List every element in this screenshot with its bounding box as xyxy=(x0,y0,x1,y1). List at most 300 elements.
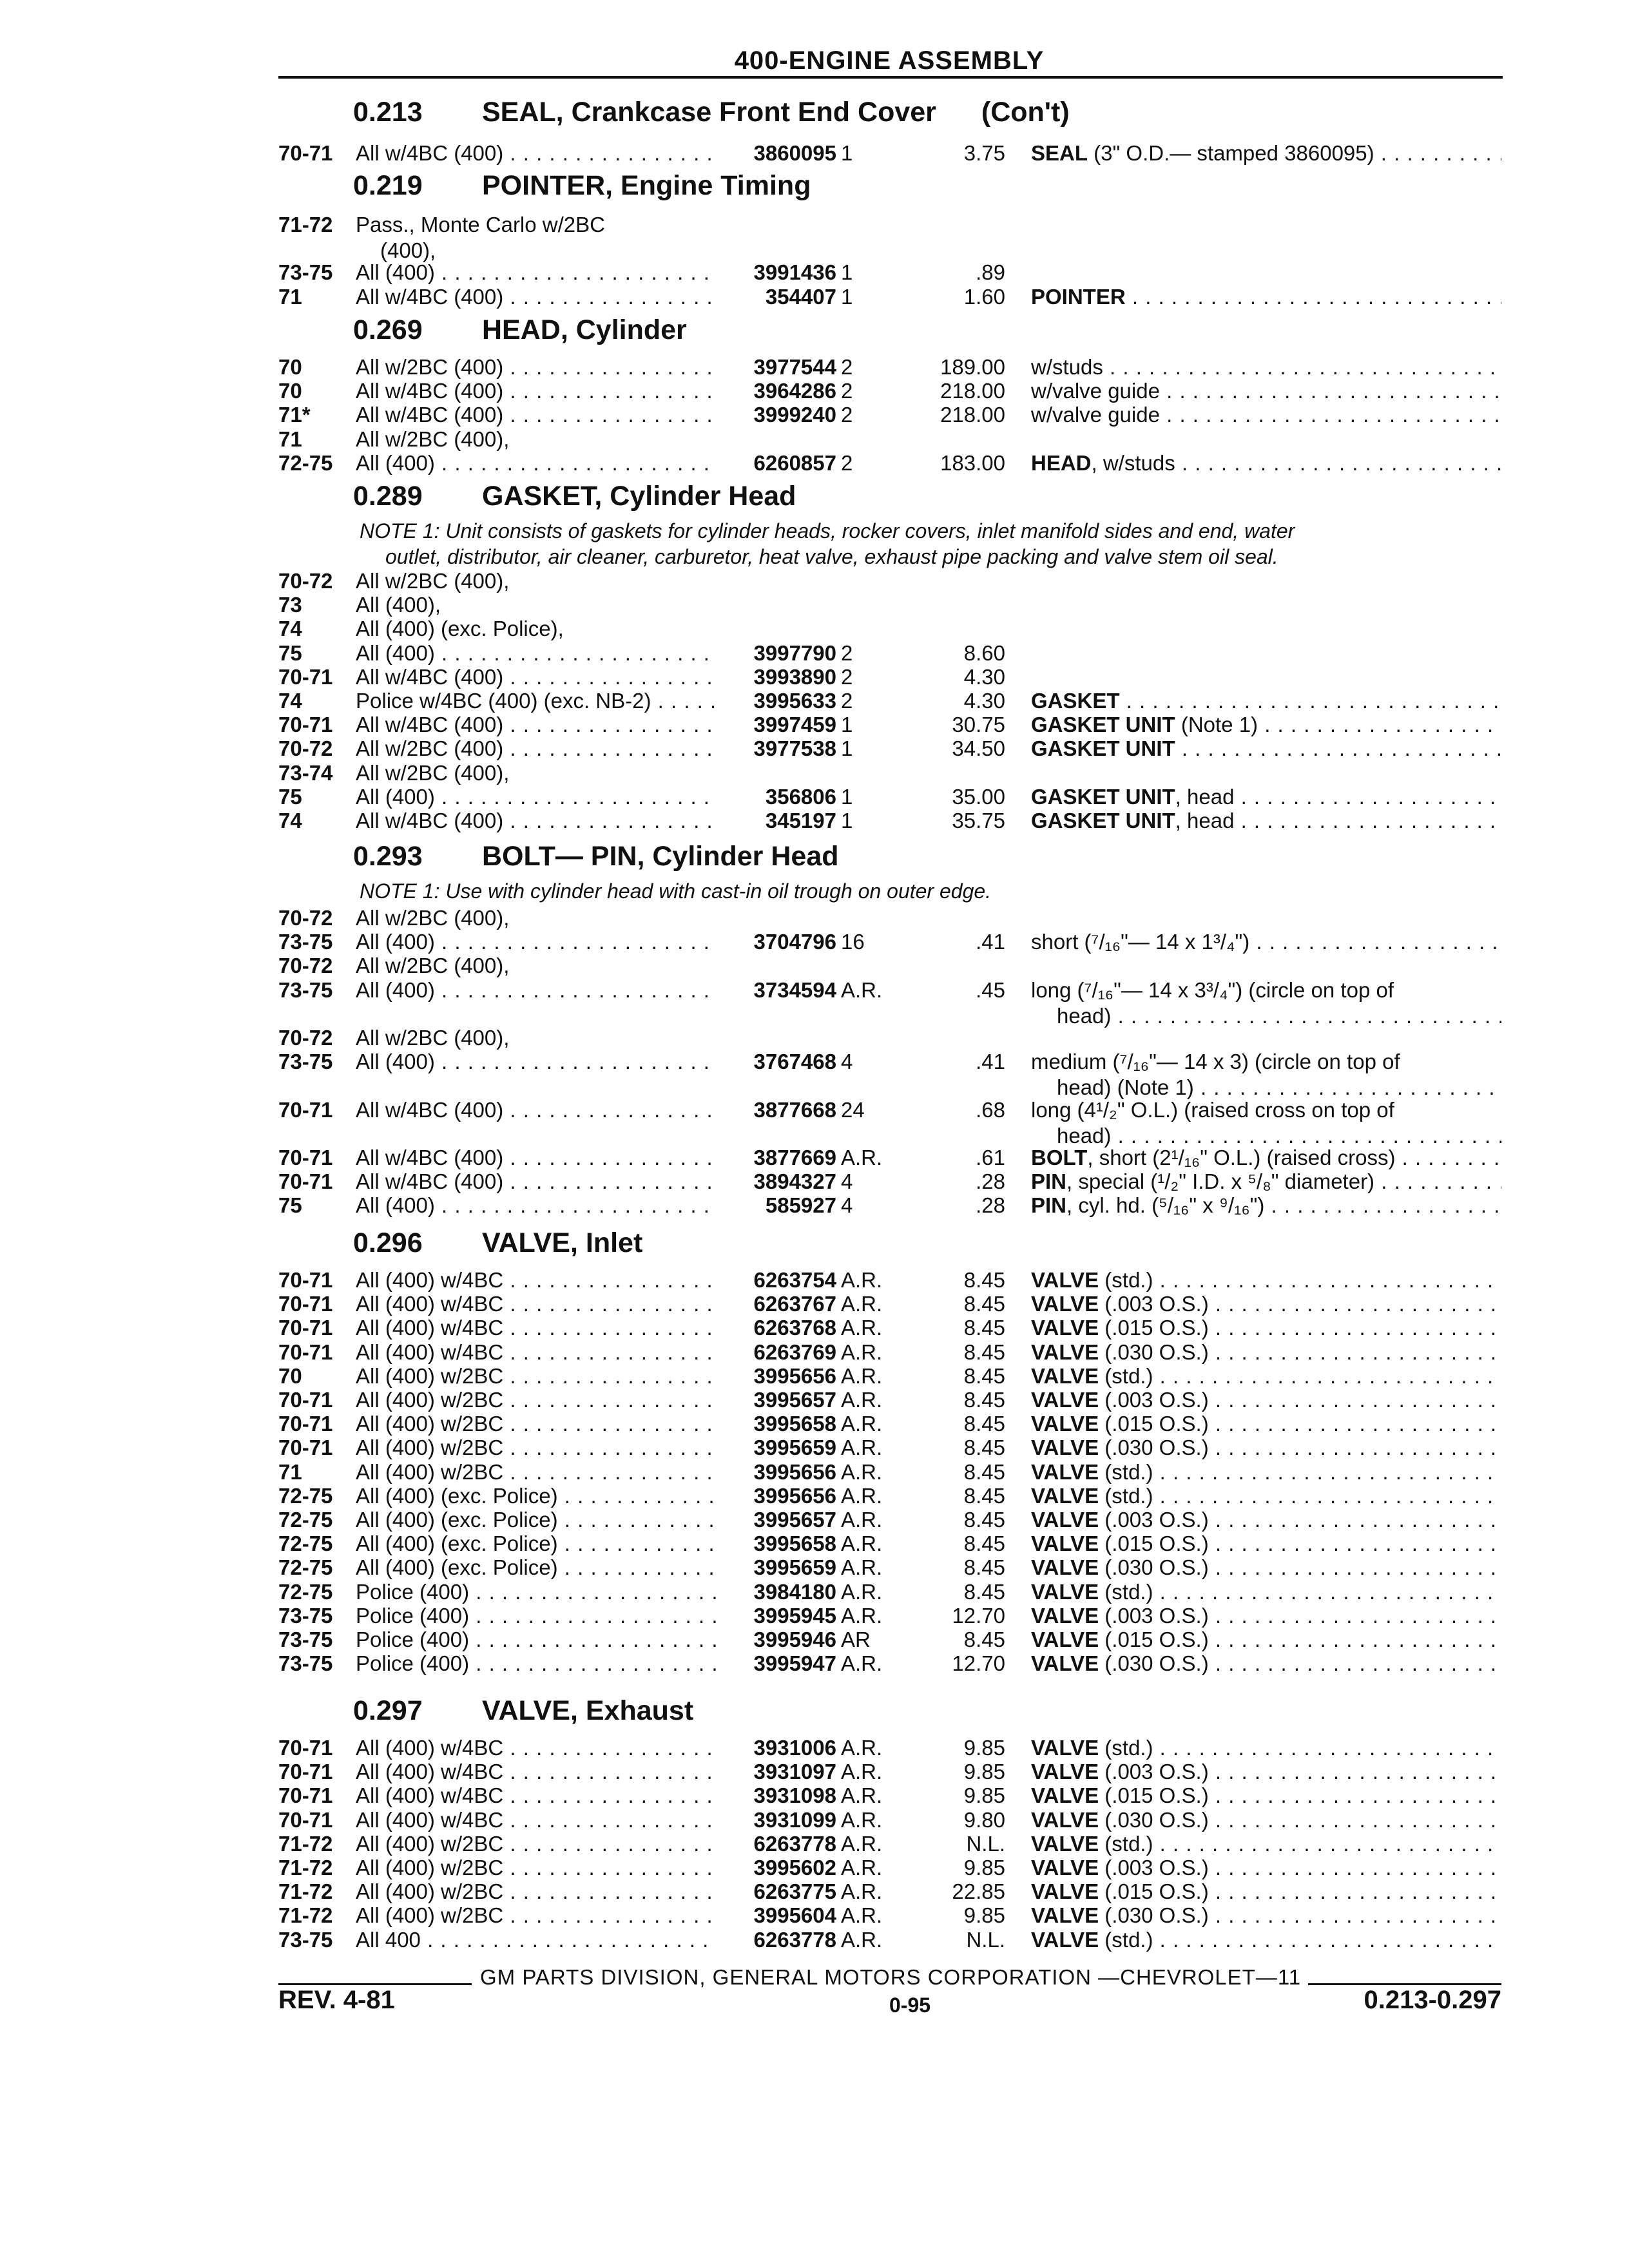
row-application: All (400) w/2BC . . . xyxy=(356,1387,717,1413)
section-heading xyxy=(353,1695,693,1727)
part-name xyxy=(1031,1459,1501,1485)
part-number: 6263768 xyxy=(753,1316,836,1340)
row-years: 74 xyxy=(278,689,302,713)
part-quantity: 2 xyxy=(841,664,853,689)
part-quantity: 2 xyxy=(841,379,853,403)
row-years: 73-75 xyxy=(278,1603,333,1628)
row-years: 70-71 xyxy=(278,1292,333,1316)
part-name-detail: (.030 O.S.) xyxy=(1099,1555,1209,1580)
row-application: All (400) . . . xyxy=(356,1049,717,1075)
note-line: outlet, distributor, air cleaner, carburetor, heat valve, exhaust pipe packing and valve stem oil seal. xyxy=(385,545,1278,568)
part-name-bold: GASKET UNIT xyxy=(1031,736,1175,761)
part-number: 3877668 xyxy=(753,1097,836,1122)
part-name xyxy=(1031,140,1501,166)
page-number: 0-95 xyxy=(889,1994,931,2017)
row-application: All (400) . . . xyxy=(356,977,717,1003)
part-number: 3860095 xyxy=(753,141,836,165)
part-number: 3995656 xyxy=(753,1363,836,1388)
row-application: All (400) w/2BC . . . xyxy=(356,1363,717,1389)
part-price: N.L. xyxy=(966,1927,1005,1952)
part-name-detail: (.030 O.S.) xyxy=(1099,1340,1209,1364)
row-years: 70-71 xyxy=(278,1097,333,1122)
section-title: POINTER, Engine Timing xyxy=(482,170,811,201)
part-quantity: 2 xyxy=(841,355,853,379)
row-application: All (400) w/4BC . . . xyxy=(356,1340,717,1365)
row-years: 75 xyxy=(278,1193,302,1218)
row-application: All (400) . . . xyxy=(356,1193,717,1218)
part-quantity: 4 xyxy=(841,1169,853,1194)
row-years: 70-71 xyxy=(278,1268,333,1292)
part-name xyxy=(1031,712,1501,738)
row-application: All (400) w/2BC . . . xyxy=(356,1903,717,1928)
part-name xyxy=(1031,1531,1501,1557)
part-name-bold: HEAD xyxy=(1031,450,1092,475)
row-application: All (400) (exc. Police) . . . xyxy=(356,1531,717,1557)
section-heading xyxy=(353,170,811,202)
row-years: 75 xyxy=(278,640,302,665)
page-title: 400-ENGINE ASSEMBLY xyxy=(734,46,1045,75)
part-name xyxy=(1031,688,1501,714)
part-price: 189.00 xyxy=(940,355,1005,379)
row-application: All (400) w/4BC . . . xyxy=(356,1267,717,1293)
row-application: Police (400) . . . xyxy=(356,1627,717,1653)
part-price: 9.85 xyxy=(963,1783,1005,1808)
part-name-detail: (std.) xyxy=(1099,1736,1153,1760)
part-number: 3977544 xyxy=(753,355,836,379)
part-number: 6263775 xyxy=(753,1879,836,1904)
part-quantity: 1 xyxy=(841,736,853,761)
part-name-detail: (.030 O.S.) xyxy=(1099,1651,1209,1676)
part-number: 6263769 xyxy=(753,1340,836,1364)
row-application: All w/2BC (400), xyxy=(356,569,510,593)
part-number: 3995947 xyxy=(753,1651,836,1676)
part-price: 22.85 xyxy=(952,1879,1005,1904)
section-number: 0.297 xyxy=(353,1695,423,1726)
part-quantity: A.R. xyxy=(841,1483,883,1508)
part-name xyxy=(1031,808,1501,834)
note-line: NOTE 1: Unit consists of gaskets for cylinder heads, rocker covers, inlet manifold sides and end, water xyxy=(360,519,1295,543)
part-quantity: A.R. xyxy=(841,1651,883,1676)
part-number: 3704796 xyxy=(753,930,836,954)
row-years: 73-75 xyxy=(278,1651,333,1676)
part-price: .41 xyxy=(976,1050,1005,1074)
part-price: 34.50 xyxy=(952,736,1005,761)
part-name xyxy=(1031,1145,1501,1171)
part-name-detail: , cyl. hd. (⁵/₁₆" x ⁹/₁₆") xyxy=(1066,1193,1265,1218)
part-price: 9.85 xyxy=(963,1736,1005,1760)
row-years: 70-71 xyxy=(278,1169,333,1194)
row-application: All w/4BC (400) . . . xyxy=(356,1097,717,1123)
part-name-bold: VALVE xyxy=(1031,1879,1099,1904)
part-quantity: A.R. xyxy=(841,1146,883,1169)
part-quantity: A.R. xyxy=(841,1363,883,1388)
part-quantity: A.R. xyxy=(841,1903,883,1928)
part-name-detail: w/valve guide xyxy=(1031,403,1160,427)
part-price: 9.85 xyxy=(963,1903,1005,1928)
section-continued: (Con't) xyxy=(981,97,1070,128)
part-name xyxy=(1031,1435,1501,1461)
part-quantity: A.R. xyxy=(841,1783,883,1808)
part-quantity: A.R. xyxy=(841,1316,883,1340)
part-quantity: A.R. xyxy=(841,1603,883,1628)
row-years: 73-75 xyxy=(278,1628,333,1651)
header-rule xyxy=(278,76,1503,79)
part-quantity: 4 xyxy=(841,1193,853,1218)
part-name xyxy=(1031,1579,1501,1605)
part-name-cont: head) . . . xyxy=(1057,1003,1501,1029)
part-number: 3995656 xyxy=(753,1459,836,1484)
row-years: 70-71 xyxy=(278,1146,333,1169)
row-application: Pass., Monte Carlo w/2BC xyxy=(356,213,605,236)
part-name xyxy=(1031,402,1501,428)
row-application: All (400) w/2BC . . . xyxy=(356,1459,717,1485)
section-heading xyxy=(353,1227,642,1259)
part-price: 4.30 xyxy=(963,664,1005,689)
row-application: All (400) w/2BC . . . xyxy=(356,1411,717,1437)
row-years: 73-75 xyxy=(278,1927,333,1952)
section-number: 0.269 xyxy=(353,314,423,345)
row-application: All w/2BC (400), xyxy=(356,427,510,451)
part-quantity: A.R. xyxy=(841,1807,883,1832)
row-application: Police (400) . . . xyxy=(356,1579,717,1605)
part-quantity: A.R. xyxy=(841,1412,883,1436)
part-price: 8.45 xyxy=(963,1628,1005,1651)
part-price: 8.45 xyxy=(963,1268,1005,1292)
part-name-bold: VALVE xyxy=(1031,1412,1099,1436)
part-name-cont: head) . . . xyxy=(1057,1123,1501,1149)
part-price: .41 xyxy=(976,930,1005,954)
part-name-detail: (.015 O.S.) xyxy=(1099,1783,1209,1808)
part-number: 3995659 xyxy=(753,1555,836,1580)
row-years: 71 xyxy=(278,427,302,451)
part-name xyxy=(1031,1315,1501,1341)
section-title: GASKET, Cylinder Head xyxy=(482,481,796,512)
part-name-detail: (.015 O.S.) xyxy=(1099,1316,1209,1340)
part-name xyxy=(1031,1783,1501,1809)
part-number: 6263778 xyxy=(753,1831,836,1856)
part-number: 3993890 xyxy=(753,664,836,689)
part-name-bold: VALVE xyxy=(1031,1628,1099,1651)
part-number: 354407 xyxy=(765,284,836,309)
part-name xyxy=(1031,1807,1501,1833)
part-number: 3931099 xyxy=(753,1807,836,1832)
part-name-cont: head) (Note 1) . . . xyxy=(1057,1075,1501,1100)
part-quantity: A.R. xyxy=(841,1879,883,1904)
row-application: All w/2BC (400) . . . xyxy=(356,354,717,380)
part-price: 8.45 xyxy=(963,1555,1005,1580)
row-application: All (400) w/4BC . . . xyxy=(356,1807,717,1833)
part-quantity: A.R. xyxy=(841,1340,883,1364)
part-price: 35.75 xyxy=(952,809,1005,832)
row-years: 73-75 xyxy=(278,977,333,1002)
row-years: 72-75 xyxy=(278,1555,333,1580)
row-years: 70-71 xyxy=(278,713,333,737)
part-name-detail: (.030 O.S.) xyxy=(1099,1436,1209,1460)
part-number: 3734594 xyxy=(753,977,836,1002)
part-name xyxy=(1031,1340,1501,1365)
row-years: 70-71 xyxy=(278,1412,333,1436)
part-name-bold: VALVE xyxy=(1031,1459,1099,1484)
part-name-bold: VALVE xyxy=(1031,1831,1099,1856)
revision-label: REV. 4-81 xyxy=(278,1986,395,2014)
part-name-detail: (std.) xyxy=(1099,1831,1153,1856)
row-application: All w/4BC (400) . . . xyxy=(356,140,717,166)
part-price: .68 xyxy=(976,1097,1005,1122)
row-years: 74 xyxy=(278,617,302,641)
row-years: 74 xyxy=(278,809,302,832)
row-years: 70-71 xyxy=(278,141,333,165)
row-application: All (400) w/4BC . . . xyxy=(356,1735,717,1761)
part-number: 3995658 xyxy=(753,1532,836,1556)
part-name-detail: long (⁷/₁₆"— 14 x 3³/₄") (circle on top of xyxy=(1031,977,1394,1002)
part-name-bold: POINTER xyxy=(1031,284,1126,309)
part-name-bold: GASKET UNIT xyxy=(1031,713,1175,737)
part-name-bold: PIN xyxy=(1031,1169,1067,1194)
row-years: 72-75 xyxy=(278,1579,333,1604)
row-years: 70-72 xyxy=(278,906,333,930)
row-years: 70-71 xyxy=(278,1736,333,1760)
row-application: All w/4BC (400) . . . xyxy=(356,664,717,690)
part-name-bold: GASKET UNIT xyxy=(1031,809,1175,832)
part-price: 218.00 xyxy=(940,379,1005,403)
section-number: 0.219 xyxy=(353,170,423,201)
part-name-detail: (.015 O.S.) xyxy=(1099,1532,1209,1556)
row-application: All w/4BC (400) . . . xyxy=(356,1145,717,1171)
part-name-bold: GASKET xyxy=(1031,689,1120,713)
part-name-detail: (.003 O.S.) xyxy=(1099,1856,1209,1879)
part-quantity: 1 xyxy=(841,713,853,737)
part-quantity: A.R. xyxy=(841,1532,883,1556)
part-name-detail: , special (¹/₂" I.D. x ⁵/₈" diameter) xyxy=(1066,1169,1375,1194)
part-quantity: A.R. xyxy=(841,977,883,1002)
row-years: 73-75 xyxy=(278,260,333,285)
part-name xyxy=(1031,784,1501,810)
part-number: 3931098 xyxy=(753,1783,836,1808)
part-quantity: A.R. xyxy=(841,1760,883,1784)
section-heading xyxy=(353,841,839,872)
part-name-bold: VALVE xyxy=(1031,1807,1099,1832)
part-quantity: A.R. xyxy=(841,1927,883,1952)
part-name-detail: (.003 O.S.) xyxy=(1099,1508,1209,1532)
part-price: 8.45 xyxy=(963,1316,1005,1340)
part-name-bold: BOLT xyxy=(1031,1146,1088,1169)
part-number: 3894327 xyxy=(753,1169,836,1194)
part-name xyxy=(1031,1879,1501,1905)
part-price: 8.45 xyxy=(963,1436,1005,1460)
row-years: 73-75 xyxy=(278,1050,333,1074)
part-quantity: AR xyxy=(841,1628,871,1651)
part-number: 6263778 xyxy=(753,1927,836,1952)
row-application: All (400) (exc. Police) . . . xyxy=(356,1507,717,1533)
section-number: 0.293 xyxy=(353,841,423,872)
part-number: 3995658 xyxy=(753,1412,836,1436)
part-quantity: 1 xyxy=(841,784,853,809)
part-name xyxy=(1031,354,1501,380)
part-number: 3931097 xyxy=(753,1760,836,1784)
part-price: 9.80 xyxy=(963,1807,1005,1832)
part-number: 3995657 xyxy=(753,1508,836,1532)
part-number: 3964286 xyxy=(753,379,836,403)
row-application: All w/2BC (400) . . . xyxy=(356,736,717,762)
part-name-bold: VALVE xyxy=(1031,1651,1099,1676)
part-name xyxy=(1031,1483,1501,1509)
part-price: .45 xyxy=(976,977,1005,1002)
row-years: 71 xyxy=(278,1459,302,1484)
part-name-bold: VALVE xyxy=(1031,1783,1099,1808)
row-years: 70-71 xyxy=(278,1340,333,1364)
part-number: 3995656 xyxy=(753,1483,836,1508)
part-name-detail: , short (2¹/₁₆" O.L.) (raised cross) xyxy=(1087,1146,1396,1169)
part-name xyxy=(1031,378,1501,404)
part-name xyxy=(1031,1267,1501,1293)
part-price: 30.75 xyxy=(952,713,1005,737)
part-name-detail: (std.) xyxy=(1099,1459,1153,1484)
row-years: 71-72 xyxy=(278,213,333,236)
part-price: 8.45 xyxy=(963,1508,1005,1532)
part-price: 8.60 xyxy=(963,640,1005,665)
part-name-bold: VALVE xyxy=(1031,1603,1099,1628)
section-note xyxy=(360,518,1494,570)
part-price: 1.60 xyxy=(963,284,1005,309)
part-name-detail: w/valve guide xyxy=(1031,379,1160,403)
part-price: N.L. xyxy=(966,1831,1005,1856)
part-price: .89 xyxy=(976,260,1005,285)
part-name-bold: VALVE xyxy=(1031,1316,1099,1340)
part-name-detail: , head xyxy=(1175,784,1235,809)
part-quantity: A.R. xyxy=(841,1388,883,1412)
row-application-cont: (400), xyxy=(380,238,436,262)
part-name-detail: (std.) xyxy=(1099,1483,1153,1508)
row-application: All w/2BC (400), xyxy=(356,954,510,978)
part-price: 12.70 xyxy=(952,1603,1005,1628)
part-name-detail: (std.) xyxy=(1099,1579,1153,1604)
row-application: All (400) . . . xyxy=(356,450,717,476)
part-name-detail: , w/studs xyxy=(1091,450,1175,475)
row-application: All w/2BC (400), xyxy=(356,906,510,930)
row-application: All (400) (exc. Police) . . . xyxy=(356,1483,717,1509)
part-name-detail: w/studs xyxy=(1031,355,1103,379)
footer-rule-right xyxy=(1308,1983,1501,1985)
row-application: All (400) . . . xyxy=(356,640,717,666)
part-price: .28 xyxy=(976,1169,1005,1194)
part-number: 3997790 xyxy=(753,640,836,665)
row-years: 70-71 xyxy=(278,664,333,689)
part-price: .28 xyxy=(976,1193,1005,1218)
part-name-detail: long (4¹/₂" O.L.) (raised cross on top of xyxy=(1031,1097,1394,1122)
part-name-bold: VALVE xyxy=(1031,1388,1099,1412)
section-heading xyxy=(353,314,687,346)
part-price: 218.00 xyxy=(940,403,1005,427)
part-price: 35.00 xyxy=(952,784,1005,809)
part-price: 8.45 xyxy=(963,1459,1005,1484)
part-number: 3995604 xyxy=(753,1903,836,1928)
part-name-detail: (.015 O.S.) xyxy=(1099,1879,1209,1904)
section-number: 0.213 xyxy=(353,97,423,128)
row-application: All (400) . . . xyxy=(356,260,717,285)
part-price: 8.45 xyxy=(963,1579,1005,1604)
part-number: 3995946 xyxy=(753,1628,836,1651)
row-application: Police (400) . . . xyxy=(356,1603,717,1629)
row-years: 73-75 xyxy=(278,930,333,954)
part-name xyxy=(1031,736,1501,762)
row-application: All w/4BC (400) . . . xyxy=(356,808,717,834)
note-line: NOTE 1: Use with cylinder head with cast-in oil trough on outer edge. xyxy=(360,879,992,903)
section-heading xyxy=(353,97,1070,128)
part-number: 3997459 xyxy=(753,713,836,737)
row-application: All w/4BC (400) . . . xyxy=(356,402,717,428)
page-range: 0.213-0.297 xyxy=(1364,1986,1501,2014)
part-quantity: 24 xyxy=(841,1097,865,1122)
row-application: All (400) w/4BC . . . xyxy=(356,1291,717,1317)
part-number: 3977538 xyxy=(753,736,836,761)
row-application: All (400) (exc. Police) . . . xyxy=(356,1555,717,1581)
footer-division: GM PARTS DIVISION, GENERAL MOTORS CORPORATION —CHEVROLET—11 xyxy=(480,1965,1302,1989)
row-application: All w/4BC (400) . . . xyxy=(356,284,717,310)
row-application: Police (400) . . . xyxy=(356,1651,717,1677)
part-number: 3991436 xyxy=(753,260,836,285)
part-number: 3995633 xyxy=(753,689,836,713)
part-quantity: A.R. xyxy=(841,1459,883,1484)
part-price: 9.85 xyxy=(963,1856,1005,1879)
row-years: 73 xyxy=(278,593,302,617)
part-name xyxy=(1031,450,1501,476)
part-number: 356806 xyxy=(765,784,836,809)
part-quantity: A.R. xyxy=(841,1436,883,1460)
part-name xyxy=(1031,1049,1501,1075)
part-number: 3767468 xyxy=(753,1050,836,1074)
part-quantity: 1 xyxy=(841,141,853,165)
part-price: 12.70 xyxy=(952,1651,1005,1676)
footer-rule-left xyxy=(278,1983,472,1985)
part-name xyxy=(1031,977,1501,1003)
part-name-bold: VALVE xyxy=(1031,1436,1099,1460)
row-application: All w/4BC (400) . . . xyxy=(356,712,717,738)
part-name xyxy=(1031,1831,1501,1857)
part-quantity: 2 xyxy=(841,689,853,713)
row-application: All (400) w/4BC . . . xyxy=(356,1315,717,1341)
part-quantity: A.R. xyxy=(841,1268,883,1292)
part-name-detail: (3" O.D.— stamped 3860095) xyxy=(1088,141,1374,165)
part-name xyxy=(1031,1555,1501,1581)
row-application: All w/4BC (400) . . . xyxy=(356,1169,717,1195)
part-price: 8.45 xyxy=(963,1388,1005,1412)
part-quantity: 1 xyxy=(841,260,853,285)
part-price: 3.75 xyxy=(963,141,1005,165)
part-name-detail: (.030 O.S.) xyxy=(1099,1903,1209,1928)
part-name xyxy=(1031,1903,1501,1928)
row-application: All (400) . . . xyxy=(356,929,717,955)
part-name xyxy=(1031,1735,1501,1761)
part-quantity: A.R. xyxy=(841,1831,883,1856)
part-number: 3995657 xyxy=(753,1388,836,1412)
part-name-bold: VALVE xyxy=(1031,1856,1099,1879)
part-quantity: A.R. xyxy=(841,1736,883,1760)
part-name-bold: VALVE xyxy=(1031,1483,1099,1508)
part-name xyxy=(1031,1651,1501,1677)
row-years: 70-72 xyxy=(278,569,333,593)
part-name xyxy=(1031,1169,1501,1195)
section-title: BOLT— PIN, Cylinder Head xyxy=(482,841,839,872)
row-application: All w/2BC (400), xyxy=(356,1026,510,1050)
part-name-bold: VALVE xyxy=(1031,1736,1099,1760)
row-years: 70 xyxy=(278,355,302,379)
part-name xyxy=(1031,1411,1501,1437)
row-application: All 400 . . . xyxy=(356,1927,717,1953)
section-number: 0.289 xyxy=(353,481,423,512)
row-years: 73-74 xyxy=(278,760,333,785)
part-quantity: A.R. xyxy=(841,1508,883,1532)
part-name-bold: VALVE xyxy=(1031,1532,1099,1556)
